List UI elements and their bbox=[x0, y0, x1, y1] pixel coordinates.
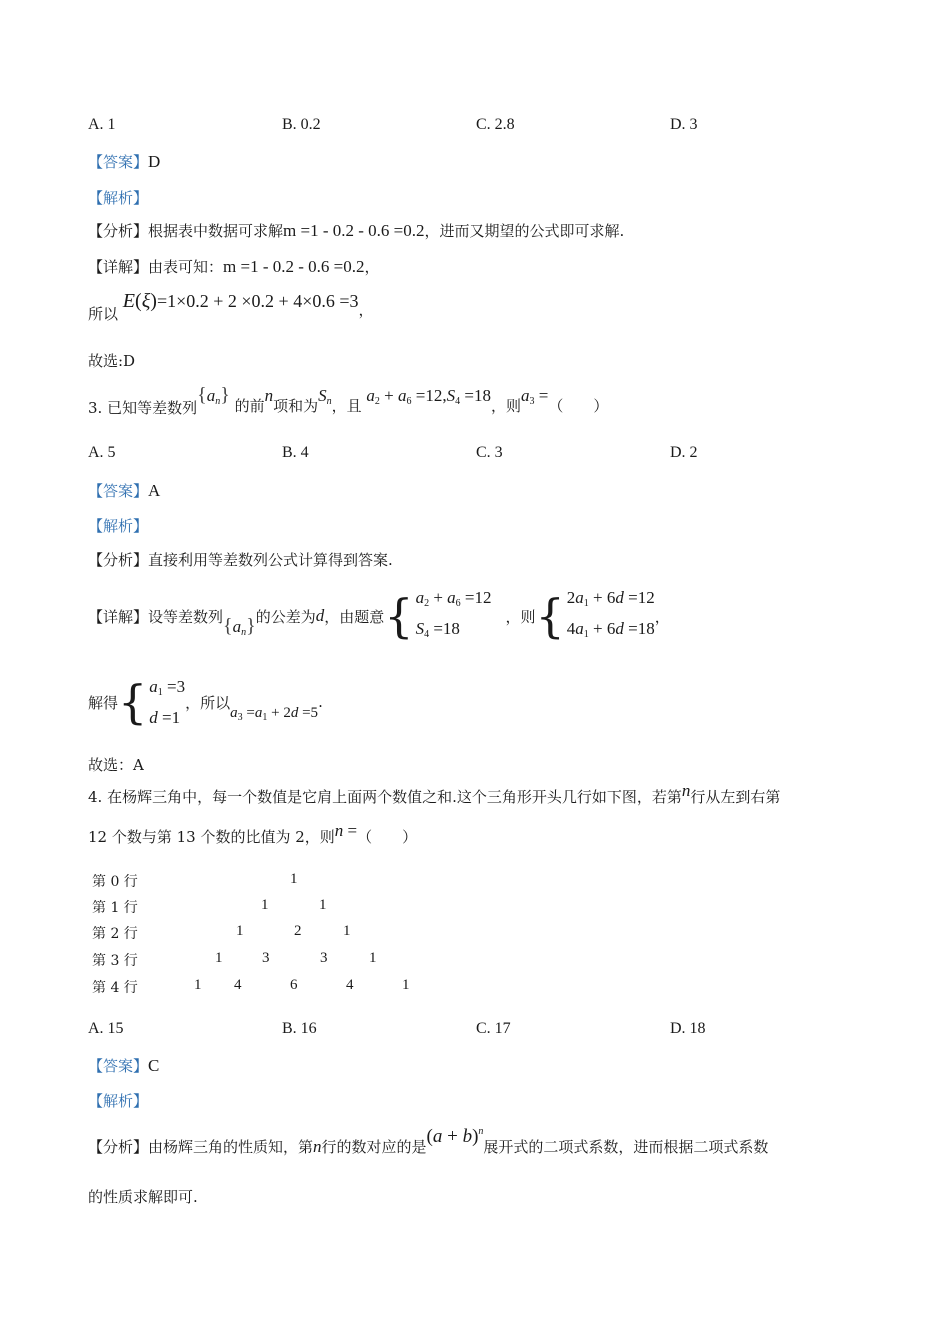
q4-paren: （ ） bbox=[357, 828, 418, 846]
fenxi-text: 直接利用等差数列公式计算得到答案. bbox=[148, 551, 393, 569]
q3-solution bbox=[88, 672, 323, 732]
q3-stem-a: 3. 已知等差数列 bbox=[88, 399, 198, 417]
var-a3: $a_3$ = bbox=[520, 386, 549, 407]
xiangjie-end: ， bbox=[364, 258, 380, 276]
answer-value: D bbox=[148, 152, 161, 171]
triangle-number: 2 bbox=[294, 923, 302, 939]
sys3-eq2: =1 bbox=[162, 708, 181, 727]
q2-option-c: C. 2.8 bbox=[476, 116, 515, 133]
triangle-row-label: 第 4 行 bbox=[92, 980, 138, 996]
var-sn: $S_n$ bbox=[318, 386, 332, 407]
answer-value: C bbox=[148, 1056, 160, 1075]
q3-answer bbox=[88, 480, 160, 501]
q3-condition: $a_2 + a_6 =12,S_4 =18$ bbox=[366, 386, 491, 407]
q4-option-d: D. 18 bbox=[670, 1020, 706, 1037]
xiangjie-e: ， bbox=[654, 607, 670, 626]
triangle-number: 1 bbox=[343, 923, 351, 939]
q4-option-c: C. 17 bbox=[476, 1020, 511, 1037]
q4-n-eq: n = bbox=[334, 821, 358, 840]
fenxi-b: 行的数对应的是 bbox=[321, 1138, 427, 1156]
fenxi-a: 由杨辉三角的性质知，第 bbox=[148, 1138, 314, 1156]
system-1-line-2: $S_4 =18$ bbox=[415, 619, 460, 640]
q3-option-b: B. 4 bbox=[282, 444, 309, 461]
fenxi-tag: 【分析】 bbox=[88, 551, 149, 569]
triangle-row-label: 第 3 行 bbox=[92, 953, 138, 969]
brace-icon: { bbox=[535, 589, 565, 643]
q3-stem-b: 的前 bbox=[234, 397, 265, 415]
q2-jiexi-tag: 【解析】 bbox=[88, 189, 149, 207]
answer-tag: 【答案】 bbox=[88, 153, 149, 171]
system-2 bbox=[536, 585, 655, 647]
sys2-eq2: =18 bbox=[628, 619, 655, 638]
fenxi-text: 根据表中数据可求解 bbox=[148, 222, 284, 240]
seq-an: $\{a_n\}$ bbox=[223, 614, 256, 638]
a3-result-value: =5 bbox=[302, 705, 319, 721]
q4-eq: = bbox=[347, 821, 358, 840]
fenxi-tag: 【分析】 bbox=[88, 1138, 149, 1156]
xiangjie-d: ，则 bbox=[505, 607, 536, 626]
expectation-math: =1×0.2 + 2 ×0.2 + 4×0.6 =3 bbox=[156, 291, 359, 311]
brace-icon: { bbox=[384, 589, 414, 643]
system-3-line-2: d =1 bbox=[149, 708, 181, 727]
xiangjie-a: 设等差数列 bbox=[148, 607, 224, 626]
q4-stem-c: 12 个数与第 13 个数的比值为 2，则 bbox=[88, 828, 335, 846]
suoyi-text: ，所以 bbox=[185, 693, 231, 712]
cond-eq1: =12, bbox=[415, 386, 447, 405]
jiede-text: 解得 bbox=[88, 693, 119, 712]
triangle-number: 3 bbox=[262, 950, 270, 966]
q2-expectation bbox=[88, 290, 374, 323]
q2-option-a: A. 1 bbox=[88, 116, 116, 133]
q3-xiangjie bbox=[88, 586, 670, 646]
triangle-number: 1 bbox=[319, 897, 327, 913]
triangle-number: 6 bbox=[290, 977, 298, 993]
xiangjie-math: m =1 - 0.2 - 0.6 =0.2 bbox=[223, 257, 365, 276]
suoyi-text: 所以 bbox=[88, 305, 119, 323]
q2-xiangjie bbox=[88, 256, 380, 277]
q4-option-b: B. 16 bbox=[282, 1020, 317, 1037]
q3-option-d: D. 2 bbox=[670, 444, 698, 461]
q2-option-b: B. 0.2 bbox=[282, 116, 321, 133]
q3-stem-e: ，则 bbox=[490, 397, 521, 415]
triangle-number: 1 bbox=[236, 923, 244, 939]
triangle-number: 1 bbox=[261, 897, 269, 913]
expectation-end: ， bbox=[358, 301, 374, 319]
fenxi-text-end: ，进而又期望的公式即可求解. bbox=[424, 222, 625, 240]
q4-fenxi-line-2: 的性质求解即可. bbox=[88, 1188, 198, 1206]
system-1 bbox=[384, 585, 491, 647]
fenxi-c: 展开式的二项式系数，进而根据二项式系数 bbox=[483, 1138, 769, 1156]
a3-end: . bbox=[318, 693, 323, 711]
triangle-number: 4 bbox=[346, 977, 354, 993]
q3-stem-c: 项和为 bbox=[273, 397, 319, 415]
fenxi-math: m =1 - 0.2 - 0.6 =0.2 bbox=[283, 221, 425, 240]
binomial-expr: $(a + b)^n$ bbox=[426, 1126, 484, 1147]
var-n: n bbox=[264, 386, 274, 405]
xiangjie-tag: 【详解】 bbox=[88, 258, 149, 276]
system-1-line-1: $a_2 + a_6 =12$ bbox=[415, 588, 492, 609]
q2-option-d: D. 3 bbox=[670, 116, 698, 133]
sys3-eq1: =3 bbox=[167, 677, 186, 696]
q4-stem-b: 行从左到右第 bbox=[690, 788, 781, 806]
triangle-number: 3 bbox=[320, 950, 328, 966]
system-2-line-2: $4a_1 + 6d =18$ bbox=[566, 619, 655, 640]
triangle-row-label: 第 1 行 bbox=[92, 900, 138, 916]
q4-stem-a: 4. 在杨辉三角中，每一个数值是它肩上面两个数值之和.这个三角形开头几行如下图，若第 bbox=[88, 788, 682, 806]
triangle-number: 4 bbox=[234, 977, 242, 993]
xiangjie-tag: 【详解】 bbox=[88, 607, 149, 626]
q4-jiexi-tag: 【解析】 bbox=[88, 1092, 149, 1110]
q4-answer bbox=[88, 1055, 159, 1076]
q3-option-a: A. 5 bbox=[88, 444, 116, 461]
triangle-row-label: 第 0 行 bbox=[92, 874, 138, 890]
sys2-eq1: =12 bbox=[628, 588, 655, 607]
system-3 bbox=[118, 674, 185, 730]
q4-fenxi bbox=[88, 1126, 769, 1156]
system-3-line-1: $a_1 =3$ bbox=[149, 677, 186, 698]
q3-paren: （ ） bbox=[548, 397, 609, 415]
q4-stem-line-2 bbox=[88, 821, 418, 847]
q4-option-a: A. 15 bbox=[88, 1020, 124, 1037]
var-n: n bbox=[313, 1137, 322, 1156]
fenxi-tag: 【分析】 bbox=[88, 222, 149, 240]
sys1-eq2: =18 bbox=[433, 619, 460, 638]
a3-result: $a_3 =a_1 + 2d =5$ bbox=[230, 705, 319, 723]
xiangjie-b: 的公差为 bbox=[255, 607, 316, 626]
q4-stem-line-1 bbox=[88, 781, 781, 807]
q3-option-c: C. 3 bbox=[476, 444, 503, 461]
triangle-number: 1 bbox=[215, 950, 223, 966]
triangle-number: 1 bbox=[369, 950, 377, 966]
expectation-symbol: E(ξ) bbox=[122, 290, 157, 312]
q2-guxuan: 故选:D bbox=[88, 352, 136, 370]
q3-guxuan: 故选：A bbox=[88, 756, 144, 774]
answer-value: A bbox=[148, 481, 161, 500]
q3-stem bbox=[88, 384, 608, 416]
xiangjie-c: ，由题意 bbox=[324, 607, 385, 626]
var-n: n bbox=[681, 781, 691, 800]
q2-answer bbox=[88, 151, 160, 172]
system-2-line-1: $2a_1 + 6d =12$ bbox=[566, 588, 655, 609]
var-d: d bbox=[315, 606, 325, 625]
q3-jiexi-tag: 【解析】 bbox=[88, 517, 149, 535]
answer-tag: 【答案】 bbox=[88, 482, 149, 500]
cond-eq2: =18 bbox=[464, 386, 491, 405]
q3-stem-d: ，且 bbox=[331, 397, 362, 415]
triangle-row-label: 第 2 行 bbox=[92, 926, 138, 942]
q3-fenxi bbox=[88, 549, 393, 570]
sys1-eq1: =12 bbox=[464, 588, 492, 607]
brace-icon: { bbox=[118, 675, 148, 729]
triangle-number: 1 bbox=[194, 977, 202, 993]
triangle-number: 1 bbox=[290, 871, 298, 887]
q2-fenxi bbox=[88, 220, 624, 241]
a3-eq: = bbox=[538, 386, 549, 405]
triangle-number: 1 bbox=[402, 977, 410, 993]
seq-an: $\{a_n\}$ bbox=[197, 384, 230, 407]
answer-tag: 【答案】 bbox=[88, 1057, 149, 1075]
xiangjie-text: 由表可知： bbox=[148, 258, 224, 276]
